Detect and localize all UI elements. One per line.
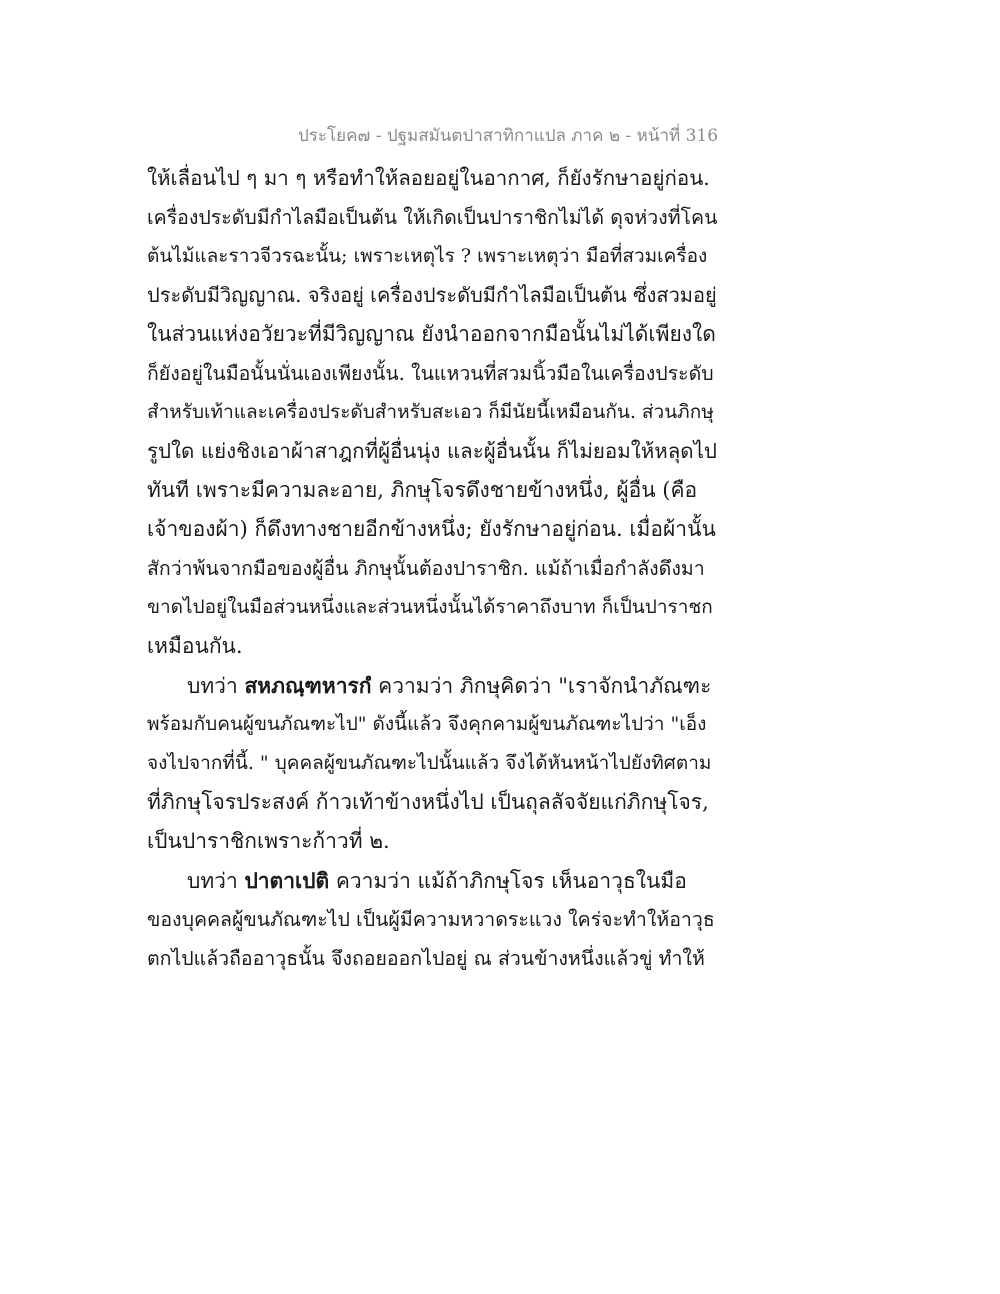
text-line: ทันที เพราะมีความละอาย, ภิกษุโจรดึงชายข้างหนึ่ง, ผู้อื่น (คือ bbox=[147, 478, 698, 502]
running-header: ประโยค๗ - ปฐมสมันตปาสาทิกาแปล ภาค ๒ - หน้าที่ 316 bbox=[298, 126, 719, 146]
paragraph-start-line bbox=[147, 666, 717, 705]
body-text bbox=[147, 159, 717, 978]
line-lead-text: บทว่า bbox=[187, 869, 245, 893]
text-line: ให้เลื่อนไป ๆ มา ๆ หรือทำให้ลอยอยู่ในอากาศ, ก็ยังรักษาอยู่ก่อน. bbox=[147, 166, 710, 190]
bold-term: สหภณฺฑหารกํ bbox=[244, 673, 372, 698]
text-line: เป็นปาราชิกเพราะก้าวที่ ๒. bbox=[147, 829, 390, 853]
line-rest-text: ความว่า แม้ถ้าภิกษุโจร เห็นอาวุธในมือ bbox=[329, 869, 687, 893]
text-line: สำหรับเท้าและเครื่องประดับสำหรับสะเอว ก็มีนัยนี้เหมือนกัน. ส่วนภิกษุ bbox=[147, 401, 714, 423]
text-line: สักว่าพ้นจากมือของผู้อื่น ภิกษุนั้นต้องปาราชิก. แม้ถ้าเมื่อกำลังดึงมา bbox=[147, 557, 705, 580]
text-line: ตกไปแล้วถืออาวุธนั้น จึงถอยออกไปอยู่ ณ ส่วนข้างหนึ่งแล้วขู่ ทำให้ bbox=[147, 947, 705, 970]
line-lead-text: บทว่า bbox=[187, 674, 245, 698]
text-line: เจ้าของผ้า) ก็ดึงทางชายอีกข้างหนึ่ง; ยังรักษาอยู่ก่อน. เมื่อผ้านั้น bbox=[147, 517, 716, 541]
text-line: ที่ภิกษุโจรประสงค์ ก้าวเท้าข้างหนึ่งไป เป็นถุลลัจจัยแก่ภิกษุโจร, bbox=[147, 790, 709, 814]
text-line: ของบุคคลผู้ขนภัณฑะไป เป็นผู้มีความหวาดระแวง ใคร่จะทำให้อาวุธ bbox=[147, 908, 715, 931]
text-line: เครื่องประดับมีกำไลมือเป็นต้น ให้เกิดเป็นปาราชิกไม่ได้ ดุจห่วงที่โคน bbox=[147, 206, 718, 229]
paragraph-start-line bbox=[147, 861, 717, 900]
text-line: พร้อมกับคนผู้ขนภัณฑะไป" ดังนี้แล้ว จึงคุกคามผู้ขนภัณฑะไปว่า "เอ็ง bbox=[147, 713, 707, 735]
line-rest-text: ความว่า ภิกษุคิดว่า "เราจักนำภัณฑะ bbox=[371, 674, 712, 698]
text-line: ในส่วนแห่งอวัยวะที่มีวิญญาณ ยังนำออกจากมือนั้นไม่ได้เพียงใด bbox=[147, 322, 716, 346]
bold-term: ปาตาเปติ bbox=[244, 868, 330, 893]
text-line: ขาดไปอยู่ในมือส่วนหนึ่งและส่วนหนึ่งนั้นได้ราคาถึงบาท ก็เป็นปาราชก bbox=[147, 596, 713, 618]
text-line: ประดับมีวิญญาณ. จริงอยู่ เครื่องประดับมีกำไลมือเป็นต้น ซึ่งสวมอยู่ bbox=[147, 283, 717, 307]
text-line: ต้นไม้และราวจีวรฉะนั้น; เพราะเหตุไร ? เพราะเหตุว่า มือที่สวมเครื่อง bbox=[147, 245, 708, 267]
text-line: รูปใด แย่งชิงเอาผ้าสาฎกที่ผู้อื่นนุ่ง และผู้อื่นนั้น ก็ไม่ยอมให้หลุดไป bbox=[147, 439, 717, 463]
text-line: เหมือนกัน. bbox=[147, 634, 243, 658]
text-line: จงไปจากที่นี้. " บุคคลผู้ขนภัณฑะไปนั้นแล้ว จึงได้หันหน้าไปยังทิศตาม bbox=[147, 752, 712, 774]
text-line: ก็ยังอยู่ในมือนั้นนั่นเองเพียงนั้น. ในแหวนที่สวมนิ้วมือในเครื่องประดับ bbox=[147, 362, 714, 385]
